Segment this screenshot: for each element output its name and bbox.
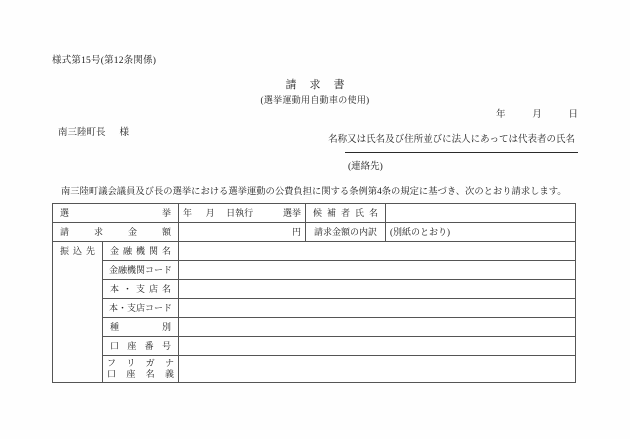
bank-code-label: 金融機関コード (103, 261, 179, 280)
election-label-cell (53, 204, 179, 223)
body-text: 南三陸町議会議員及び長の選挙における選挙運動の公費負担に関する条例第4条の規定に基づき、次のとおり請求します。 (61, 187, 567, 197)
account-type-label (107, 322, 174, 333)
date-year-label: 年 (495, 110, 506, 120)
account-holder-furigana-label (107, 358, 174, 369)
account-holder-label-cell (103, 356, 179, 383)
transfer-label-cell (53, 242, 103, 383)
contact-label: (連絡先) (348, 162, 383, 172)
amount-label-cell (53, 223, 179, 242)
election-date-cell[interactable] (179, 204, 306, 223)
election-label-char-0: 選 (60, 207, 70, 218)
account-number-label-char-0: 口 (110, 340, 120, 351)
account-holder-label-char-1: 座 (126, 369, 136, 379)
account-number-label-char-3: 号 (161, 340, 171, 351)
candidate-name-label-cell (306, 204, 386, 223)
branch-name-label-char-0: 本 (110, 283, 120, 294)
branch-name-label-cell (103, 280, 179, 299)
bank-name-label-char-2: 機 (135, 245, 145, 256)
bank-name-value[interactable] (179, 242, 576, 261)
election-word-label: 選挙 (282, 207, 301, 218)
election-label (57, 208, 174, 219)
account-number-label-cell (103, 337, 179, 356)
amount-value-cell[interactable] (179, 223, 306, 242)
account-type-label-char-0: 種 (110, 321, 120, 332)
branch-name-label-char-2: 支 (135, 283, 145, 294)
signature-rule (345, 152, 578, 153)
election-date-inline (183, 208, 301, 219)
page-subtitle: (選挙運動用自動車の使用) (260, 95, 370, 105)
amount-label-char-0: 請 (60, 226, 70, 237)
table-row-account-holder (53, 356, 576, 383)
candidate-label-char-0: 候 (313, 207, 323, 218)
account-type-label-cell (103, 318, 179, 337)
branch-code-value[interactable] (179, 299, 576, 318)
bank-name-label-char-0: 金 (110, 245, 120, 256)
election-day-exec-label: 日執行 (226, 207, 254, 218)
transfer-label (57, 246, 98, 257)
transfer-label-char-0: 振 (60, 246, 70, 256)
bank-name-label-char-4: 名 (161, 245, 171, 256)
amount-label-char-2: 金 (127, 226, 137, 237)
bank-name-label-cell (103, 242, 179, 261)
account-number-label-char-2: 番 (144, 340, 154, 351)
amount-label-char-3: 額 (161, 226, 171, 237)
bank-name-label (107, 246, 174, 257)
amount-unit: 円 (291, 226, 301, 237)
addressee (58, 124, 129, 138)
candidate-label-char-3: 氏 (354, 207, 364, 218)
bank-code-value[interactable] (179, 261, 576, 280)
election-label-char-1: 挙 (161, 207, 171, 218)
candidate-label-char-4: 名 (368, 207, 378, 218)
furigana-label-char-0: フ (107, 358, 117, 368)
account-holder-label-char-3: 義 (164, 369, 174, 379)
account-holder-label-char-2: 名 (145, 369, 155, 379)
account-type-label-char-1: 別 (161, 321, 171, 332)
election-year-label: 年 (183, 207, 193, 218)
date-line (496, 106, 578, 120)
breakdown-value: (別紙のとおり) (386, 223, 576, 242)
claim-form-table (52, 203, 576, 383)
branch-name-label-char-4: 名 (161, 283, 171, 294)
branch-name-label-char-3: 店 (148, 283, 158, 294)
date-month-label: 月 (532, 110, 542, 120)
transfer-label-char-2: 先 (85, 246, 95, 256)
account-number-value[interactable] (179, 337, 576, 356)
table-row-account-type (53, 318, 576, 337)
account-holder-label-char-0: 口 (107, 369, 117, 379)
transfer-label-char-1: 込 (72, 246, 82, 256)
furigana-label-char-3: ナ (164, 358, 174, 368)
branch-name-label (107, 284, 174, 295)
table-row-branch-code (53, 299, 576, 318)
bank-name-label-char-1: 融 (122, 245, 132, 256)
candidate-label-char-1: 補 (326, 207, 336, 218)
account-type-value[interactable] (179, 318, 576, 337)
date-day-label: 日 (568, 110, 578, 120)
branch-name-value[interactable] (179, 280, 576, 299)
addressee-name: 南三陸町長 (58, 128, 106, 138)
candidate-label-char-2: 者 (340, 207, 350, 218)
furigana-label-char-2: ガ (145, 358, 155, 368)
branch-name-label-char-1: ・ (122, 283, 132, 294)
table-row-branch-name (53, 280, 576, 299)
account-holder-name-label (107, 369, 174, 380)
bank-name-label-char-3: 関 (148, 245, 158, 256)
candidate-name-label (310, 208, 381, 219)
account-number-label (107, 341, 174, 352)
election-month-label: 月 (205, 207, 215, 218)
furigana-label-char-1: リ (126, 358, 136, 368)
amount-label (57, 227, 174, 238)
claimant-name-label: 名称又は氏名及び住所並びに法人にあっては代表者の氏名 (328, 135, 575, 145)
candidate-name-value[interactable] (386, 204, 576, 223)
page-title: 請求書 (285, 79, 358, 91)
form-number: 様式第15号(第12条関係) (52, 56, 157, 66)
table-row-bank-name (53, 242, 576, 261)
account-number-label-char-1: 座 (127, 340, 137, 351)
table-row-election (53, 204, 576, 223)
addressee-honorific: 様 (119, 128, 130, 138)
account-holder-value[interactable] (179, 356, 576, 383)
amount-label-char-1: 求 (93, 226, 103, 237)
table-row-account-number (53, 337, 576, 356)
table-row-amount (53, 223, 576, 242)
breakdown-label: 請求金額の内訳 (306, 223, 386, 242)
table-row-bank-code (53, 261, 576, 280)
branch-code-label: 本・支店コード (103, 299, 179, 318)
